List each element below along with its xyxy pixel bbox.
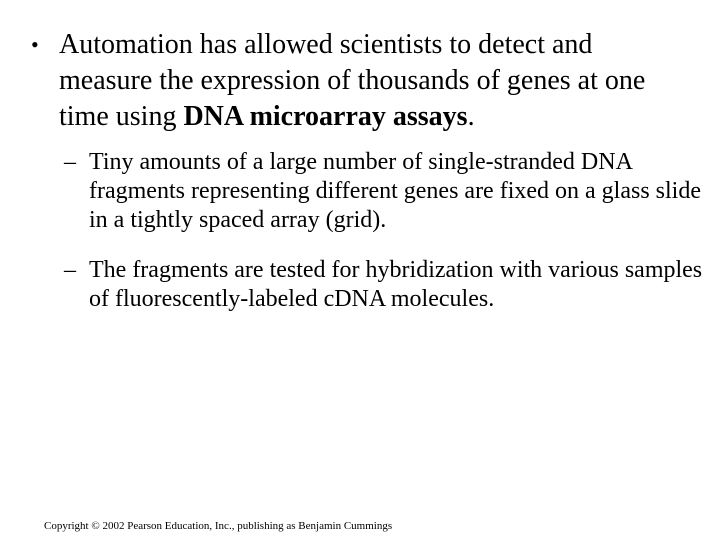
main-bullet	[31, 27, 691, 135]
bullet-marker: •	[31, 32, 39, 57]
main-bullet-text	[59, 27, 691, 135]
copyright-footer: Copyright © 2002 Pearson Education, Inc., publishing as Benjamin Cummings	[44, 520, 393, 532]
main-bullet-emphasis: DNA microarray assays	[183, 101, 468, 132]
sub-bullet-hybridization	[64, 256, 704, 314]
dash-marker: –	[64, 149, 76, 175]
dash-marker: –	[64, 257, 76, 283]
sub-bullet-text: The fragments are tested for hybridization with various samples of fluorescently-labeled cDNA molecules.	[89, 257, 703, 312]
main-bullet-text-after: .	[467, 101, 475, 132]
sub-bullet-text: Tiny amounts of a large number of single-stranded DNA fragments representing different genes are fixed on a glass slide in a tightly spaced array (grid).	[89, 149, 701, 233]
main-bullet-text-before: Automation has allowed scientists to detect and measure the expression of thousands of genes at one time using	[59, 29, 646, 132]
sub-bullet-microarray-description	[64, 148, 704, 235]
